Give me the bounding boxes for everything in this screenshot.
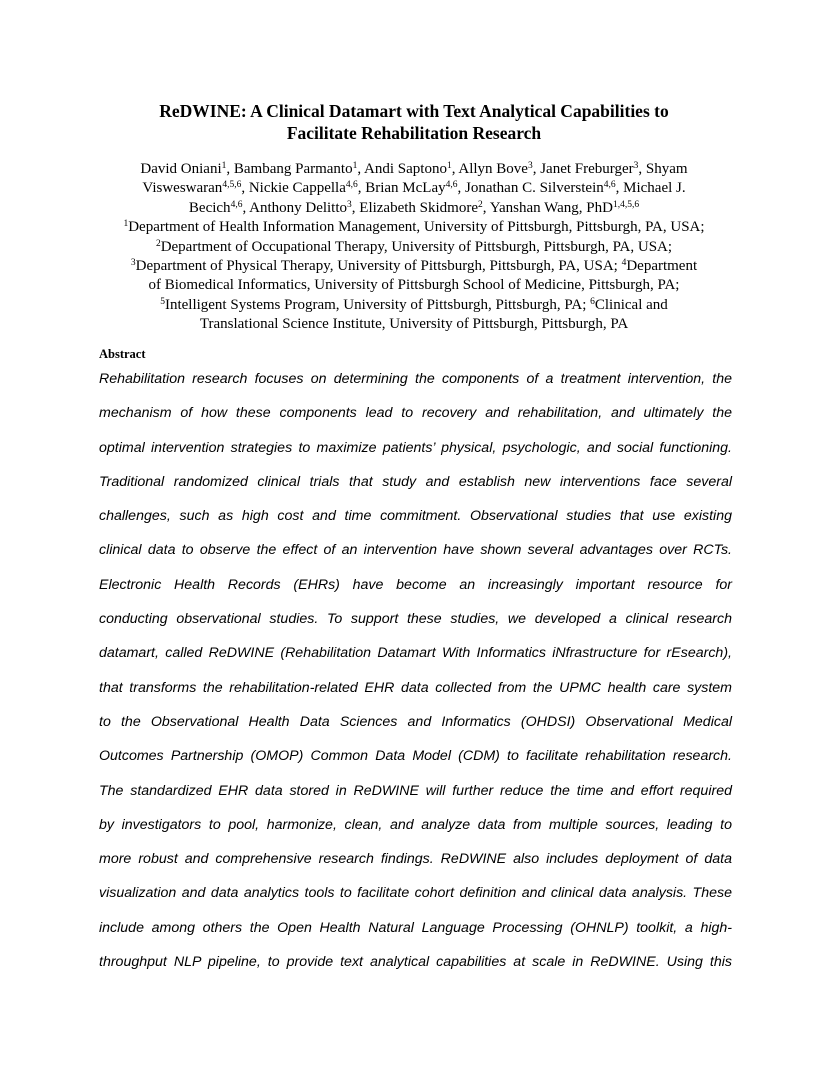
abstract-heading: Abstract: [99, 347, 146, 361]
author-text: , Michael J.: [615, 180, 686, 197]
author-text: , Jonathan C. Silverstein: [457, 180, 604, 197]
affiliation-marker: 1: [123, 219, 129, 230]
author-text: , Elizabeth Skidmore: [351, 199, 478, 216]
author-line: [88, 238, 740, 257]
author-line: [88, 315, 740, 334]
abstract-body: [99, 368, 732, 985]
author-text: of Biomedical Informatics, University of Pittsburgh School of Medicine, Pittsburgh, PA;: [148, 277, 680, 294]
affiliation-marker: 3: [527, 161, 533, 171]
affiliation-marker: 1: [221, 161, 227, 171]
author-text: , Nickie Cappella: [241, 180, 346, 197]
affiliation-marker: 4,5,6: [222, 180, 242, 191]
author-text: Department: [626, 258, 698, 275]
abstract-line: by investigators to pool, harmonize, clean, and analyze data from multiple sources, leading to: [99, 816, 732, 833]
abstract-line: to the Observational Health Data Sciences and Informatics (OHDSI) Observational Medical: [99, 713, 732, 730]
affiliation-marker: 1,4,5,6: [612, 199, 640, 210]
author-line: [88, 296, 740, 315]
author-text: , Andi Saptono: [357, 161, 447, 177]
affiliation-marker: 3: [130, 258, 136, 269]
author-text: , Allyn Bove: [451, 161, 528, 177]
affiliation-marker: 1: [352, 161, 358, 171]
abstract-line: challenges, such as high cost and time commitment. Observational studies that use existing: [99, 508, 732, 525]
author-line: [88, 276, 740, 295]
author-text: , Anthony Delitto: [242, 199, 348, 216]
author-text: Department of Occupational Therapy, University of Pittsburgh, Pittsburgh, PA, USA;: [160, 238, 673, 255]
paper-title: [80, 100, 748, 144]
abstract-line: Outcomes Partnership (OMOP) Common Data Model (CDM) to facilitate rehabilitation research.: [99, 748, 732, 765]
title-line: Facilitate Rehabilitation Research: [286, 123, 542, 143]
abstract-line: that transforms the rehabilitation-related EHR data collected from the UPMC health care system: [99, 679, 732, 696]
author-line: [88, 179, 740, 198]
affiliation-marker: 6: [590, 296, 595, 307]
author-line: [88, 199, 740, 218]
abstract-line: Rehabilitation research focuses on determining the components of a treatment intervention, the: [99, 371, 732, 387]
author-text: David Oniani: [140, 161, 222, 177]
author-text: , Janet Freburger: [532, 161, 634, 177]
abstract-line: more robust and comprehensive research findings. ReDWINE also includes deployment of data: [99, 851, 732, 868]
affiliation-marker: 4,6: [230, 199, 243, 210]
affiliation-marker: 4,6: [445, 180, 458, 191]
abstract-line: throughput NLP pipeline, to provide text analytical capabilities at scale in ReDWINE. Using this: [99, 954, 732, 971]
author-line: [88, 257, 740, 276]
abstract-line: mechanism of how these components lead to recovery and rehabilitation, and ultimately the: [99, 405, 732, 422]
abstract-line: clinical data to observe the effect of an intervention have shown several advantages over RCTs.: [99, 542, 732, 559]
affiliation-marker: 3: [347, 199, 352, 210]
abstract-line: datamart, called ReDWINE (Rehabilitation Datamart With Informatics iNfrastructure for rEsearch),: [99, 645, 732, 662]
author-line: [88, 218, 740, 237]
abstract-line: Electronic Health Records (EHRs) have become an increasingly important resource for: [99, 576, 732, 593]
author-text: , Yanshan Wang, PhD: [482, 199, 613, 216]
affiliation-marker: 3: [633, 161, 639, 171]
affiliation-marker: 4,6: [603, 180, 616, 191]
author-text: , Shyam: [638, 161, 688, 177]
affiliation-marker: 4,6: [345, 180, 358, 191]
abstract-line: optimal intervention strategies to maximize patients’ physical, psychologic, and social functioning.: [99, 439, 732, 456]
author-text: Department of Health Information Management, University of Pittsburgh, Pittsburgh, PA, USA;: [128, 219, 705, 236]
author-text: Visweswaran: [142, 180, 223, 197]
author-text: Translational Science Institute, University of Pittsburgh, Pittsburgh, PA: [199, 316, 629, 333]
abstract-line: include among others the Open Health Natural Language Processing (OHNLP) toolkit, a high-: [99, 919, 732, 936]
affiliation-marker: 2: [478, 199, 483, 210]
affiliation-marker: 4: [621, 258, 627, 269]
author-text: , Brian McLay: [357, 180, 446, 197]
author-affiliations: [88, 160, 740, 335]
author-text: Department of Physical Therapy, University of Pittsburgh, Pittsburgh, PA, USA;: [135, 258, 622, 275]
author-text: , Bambang Parmanto: [226, 161, 353, 177]
author-text: Becich: [188, 199, 231, 216]
abstract-line: visualization and data analytics tools to facilitate cohort definition and clinical data analysis. These: [99, 885, 732, 902]
author-text: Clinical and: [594, 296, 668, 313]
author-text: Intelligent Systems Program, University of Pittsburgh, Pittsburgh, PA;: [164, 296, 591, 313]
abstract-line: Traditional randomized clinical trials that study and establish new interventions face several: [99, 473, 732, 490]
affiliation-marker: 5: [160, 296, 165, 307]
abstract-line: The standardized EHR data stored in ReDWINE will further reduce the time and effort required: [99, 782, 732, 799]
affiliation-marker: 2: [155, 238, 161, 249]
abstract-line: conducting observational studies. To support these studies, we developed a clinical research: [99, 611, 732, 628]
title-line: ReDWINE: A Clinical Datamart with Text Analytical Capabilities to: [159, 101, 669, 121]
author-line: [88, 160, 740, 179]
affiliation-marker: 1: [446, 161, 452, 171]
